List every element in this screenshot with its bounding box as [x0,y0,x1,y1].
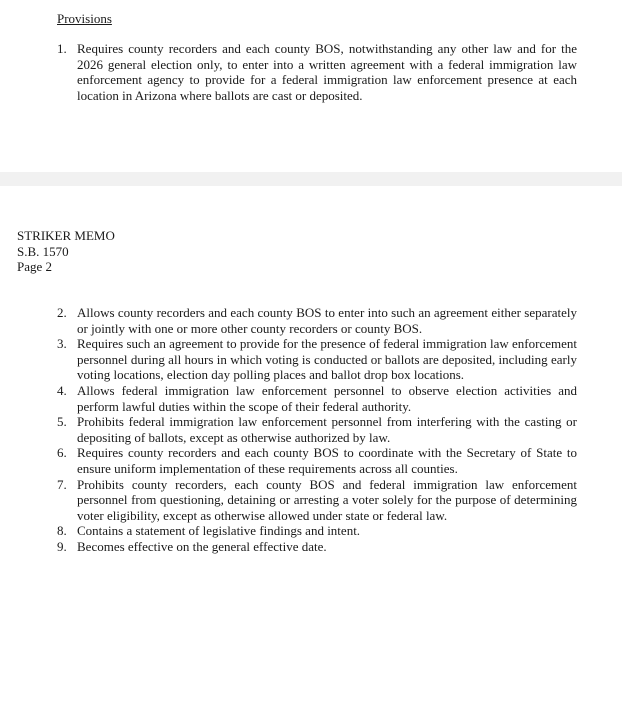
item-text: Allows federal immigration law enforcement personnel to observe election activities and perform lawful duties within the scope of their federal authority. [77,382,577,414]
provisions-list-page-2 [57,305,577,555]
item-number: 8. [57,523,67,539]
list-item [57,383,577,414]
item-number: 4. [57,382,67,398]
list-item [57,305,577,336]
list-item [57,523,577,539]
item-number: 6. [57,445,67,461]
list-item [57,539,577,555]
item-text: Becomes effective on the general effective date. [77,538,327,554]
item-number: 7. [57,476,67,492]
item-number: 9. [57,538,67,554]
item-text: Contains a statement of legislative findings and intent. [77,523,361,539]
item-text: Requires county recorders and each county BOS to coordinate with the Secretary of State to ensure uniform implementation of these requirements across all counties. [77,445,577,476]
item-text: Prohibits federal immigration law enforcement personnel from interfering with the casting or depositing of ballots, except as otherwise authorized by law. [77,414,577,445]
item-text: Requires county recorders and each county BOS, notwithstanding any other law and for the 2026 general election only, to enter into a written agreement with a federal immigration law enforcement agency to provide for a federal immigration law enforcement presence at each location in Arizona where ballots are cast or deposited. [77,41,577,103]
item-number: 3. [57,336,67,352]
item-number: 2. [57,305,67,320]
item-text: Requires such an agreement to provide for the presence of federal immigration law enforcement personnel during all hours in which voting is conducted or ballots are deposited, including early voting locations, election day polling places and ballot drop box locations. [77,336,577,383]
list-item [57,477,577,524]
list-item [57,41,577,103]
memo-header [17,228,115,275]
list-item [57,336,577,383]
memo-title: STRIKER MEMO [17,228,115,243]
list-item [57,445,577,476]
bill-number: S.B. 1570 [17,243,69,259]
provisions-list-page-1 [57,41,577,103]
page-number: Page 2 [17,259,53,275]
item-text: Prohibits county recorders, each county BOS and federal immigration law enforcement personnel from questioning, detaining or arresting a voter solely for the purpose of determining voter eligibility, except as otherwise allowed under state or federal law. [77,476,577,523]
item-number: 1. [57,41,67,56]
item-number: 5. [57,414,67,430]
list-item [57,414,577,445]
provisions-heading: Provisions [57,11,112,26]
item-text: Allows county recorders and each county BOS to enter into such an agreement either separately or jointly with one or more other county recorders or county BOS. [77,305,577,336]
page-separator [0,172,622,186]
